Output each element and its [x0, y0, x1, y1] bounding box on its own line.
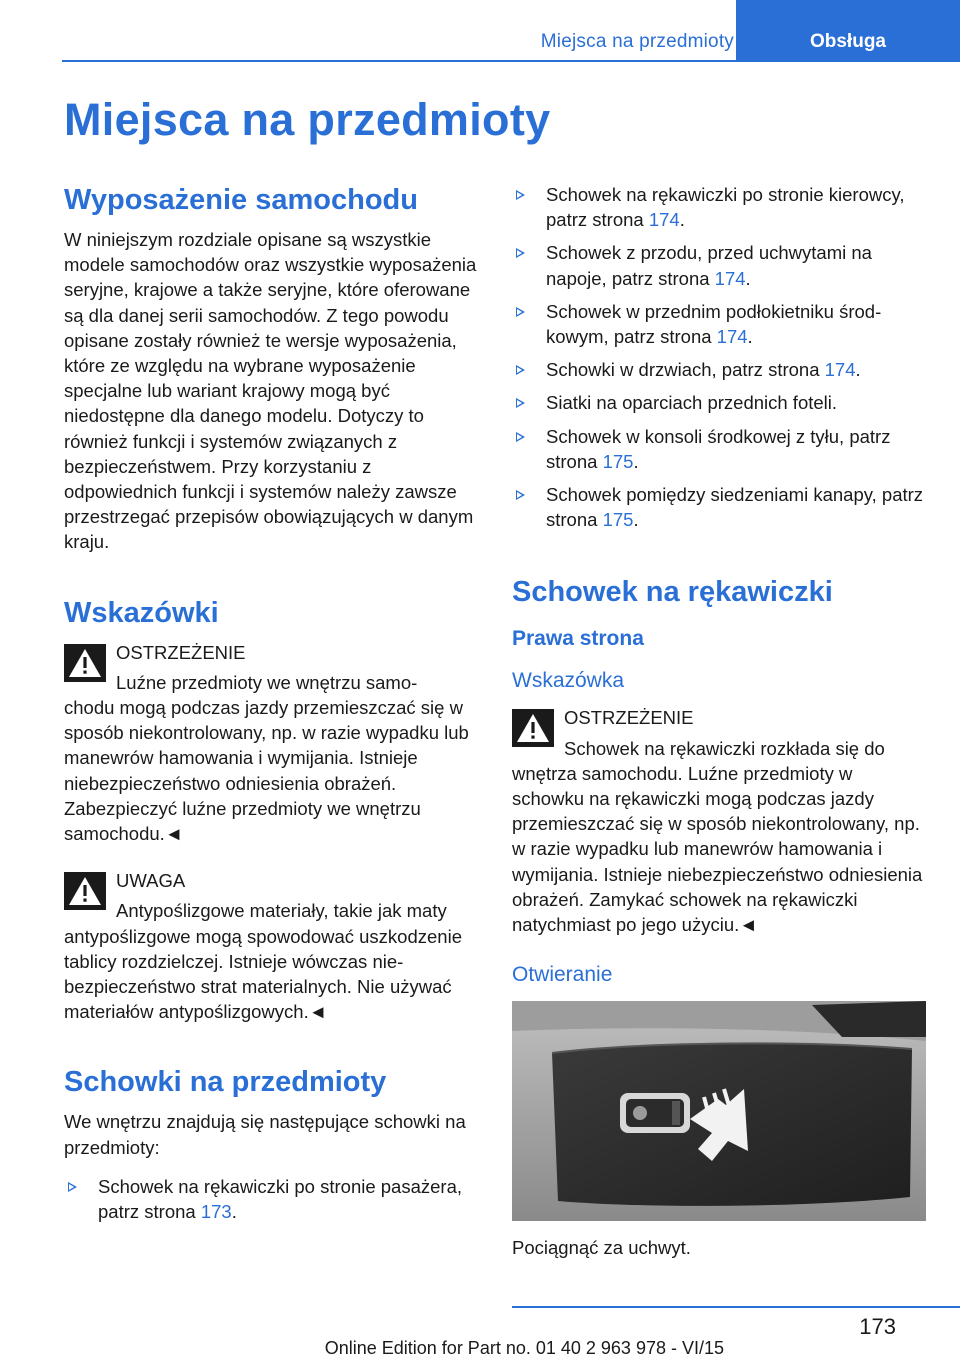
page-reference-link[interactable]: 175 — [602, 509, 634, 531]
warning-triangle-icon — [64, 644, 106, 682]
glovebox-subheading: Prawa strona — [512, 627, 644, 651]
bullet-arrow-icon — [516, 398, 525, 408]
caution-triangle-icon — [64, 872, 106, 910]
list-item-end: . — [745, 267, 751, 289]
left-column — [64, 182, 478, 1232]
warning-1-text: chodu mogą podczas jazdy przemieszczać się w sposób niekontrolowany, np. w razie wypadku lub manewrów hamowania i wymijania. Istnieje niebezpieczeństwo odniesienia obrażeń. Zabezpieczyć luźne przedmioty we wnętrzu samochodu.◄ — [64, 697, 469, 845]
right-column — [512, 182, 926, 1260]
bullet-arrow-icon — [516, 365, 525, 375]
page-reference-link[interactable]: 174 — [714, 267, 746, 289]
list-item-end: . — [633, 450, 639, 472]
header-rule — [62, 60, 960, 62]
notes-heading: Wskazówki — [64, 596, 219, 629]
warning-triangle-icon — [512, 709, 554, 747]
storage-intro: We wnętrzu znajdują się następujące schowki na przedmioty: — [64, 1111, 466, 1158]
equipment-paragraph: W niniejszym rozdziale opisane są wszystkie modele samochodów oraz wszystkie wyposażenia seryjne, krajowe a także seryjne, które oferowane są dla danej serii samochodów. Z tego powodu opisane zostały również te wersje wyposażenia, które ze względu na wybrane wyposażenie specjalne lub wariant krajowy mogą być niedostępne dla danego modelu. Dotyczy to również funkcji i systemów związanych z bezpieczeństwem. Przy korzystaniu z odpowiednich funkcji i systemów należy zawsze przestrzegać przepisów obowiązujących w danym kraju. — [64, 229, 477, 553]
storage-list-right — [512, 182, 926, 532]
list-item-end: . — [679, 209, 685, 231]
storage-list-left — [64, 1174, 478, 1224]
footer-rule — [512, 1306, 960, 1308]
page-title: Miejsca na przedmioty — [64, 94, 551, 145]
list-item-text: Schowek na rękawiczki po stronie kierowcy, patrz strona — [546, 184, 905, 231]
list-item — [512, 424, 926, 474]
list-item-text: Schowek w przednim podłokietniku środkowym, patrz strona — [546, 300, 882, 348]
warning-3-text: wnętrza samochodu. Luźne przedmioty w schowku na rękawiczki mogą podczas jazdy przemieszczać się w sposób niekontrolowany, np. w razie wypadku lub manewrów hamowania i wymijania. Istnieje niebezpieczeństwo odniesienia obrażeń. Zamykać schowek na rękawiczki natychmiast po jego użyciu.◄ — [512, 762, 923, 936]
bullet-arrow-icon — [516, 190, 525, 200]
warning-1-lead: Luźne przedmioty we wnętrzu samo- — [116, 671, 418, 693]
header-chapter-tab: Obsługa — [736, 0, 960, 62]
glovebox-heading: Schowek na rękawiczki — [512, 576, 833, 609]
list-item — [512, 357, 926, 382]
list-item-text: Schowek na rękawiczki po stronie pasażera, patrz strona — [98, 1175, 463, 1223]
list-item-end: . — [747, 326, 753, 348]
list-item — [512, 299, 926, 349]
warning-1-title: OSTRZEŻENIE — [116, 641, 246, 663]
list-item-text: Siatki na oparciach przednich foteli. — [546, 392, 838, 414]
page-reference-link[interactable]: 174 — [716, 326, 748, 348]
list-item-text: Schowek pomiędzy siedzeniami kanapy, patrz strona — [546, 484, 924, 531]
warning-3-lead: Schowek na rękawiczki rozkłada się do — [564, 737, 885, 759]
warning-block-1 — [64, 640, 478, 847]
warning-2-text: antypoślizgowe mogą spowodować uszkodzenie tablicy rozdzielczej. Istnieje wówczas niebezpieczeństwo strat materialnych. Nie używać materiałów antypoślizgowych.◄ — [64, 925, 462, 1023]
warning-3-title: OSTRZEŻENIE — [564, 707, 694, 729]
warning-block-2 — [64, 868, 478, 1024]
list-item-text: Schowek w konsoli środkowej z tyłu, patrz strona — [546, 425, 891, 472]
list-item — [512, 240, 926, 290]
glovebox-photo — [512, 1001, 926, 1221]
photo-caption: Pociągnąć za uchwyt. — [512, 1237, 691, 1259]
header-section-title: Miejsca na przedmioty — [540, 31, 734, 52]
storage-heading: Schowki na przedmioty — [64, 1066, 387, 1099]
page-number: 173 — [859, 1314, 896, 1339]
list-item-text: Schowki w drzwiach, patrz strona — [546, 359, 820, 381]
bullet-arrow-icon — [68, 1182, 77, 1192]
list-item-end: . — [855, 359, 861, 381]
page-reference-link[interactable]: 175 — [602, 450, 634, 472]
bullet-arrow-icon — [516, 490, 525, 500]
page-header — [0, 0, 960, 62]
opening-heading: Otwieranie — [512, 963, 613, 987]
warning-2-lead: Antypoślizgowe materiały, takie jak maty — [116, 900, 447, 922]
warning-block-3 — [512, 705, 926, 937]
equipment-heading: Wyposażenie samochodu — [64, 184, 418, 216]
bullet-arrow-icon — [516, 307, 525, 317]
bullet-arrow-icon — [516, 248, 525, 258]
list-item-text: Schowek z przodu, przed uchwytami na napoje, patrz strona — [546, 242, 872, 289]
list-item-end: . — [231, 1201, 237, 1223]
page-reference-link[interactable]: 174 — [648, 209, 680, 231]
list-item-end: . — [633, 509, 639, 531]
page-reference-link[interactable]: 174 — [824, 359, 856, 381]
edition-line: Online Edition for Part no. 01 40 2 963 978 - VI/15 — [324, 1338, 724, 1358]
bullet-arrow-icon — [516, 432, 525, 442]
glovebox-note-heading: Wskazówka — [512, 669, 625, 693]
list-item — [512, 390, 926, 415]
warning-2-title: UWAGA — [116, 870, 186, 892]
list-item — [64, 1174, 478, 1224]
list-item — [512, 482, 926, 532]
page-reference-link[interactable]: 173 — [200, 1201, 232, 1223]
list-item — [512, 182, 926, 232]
